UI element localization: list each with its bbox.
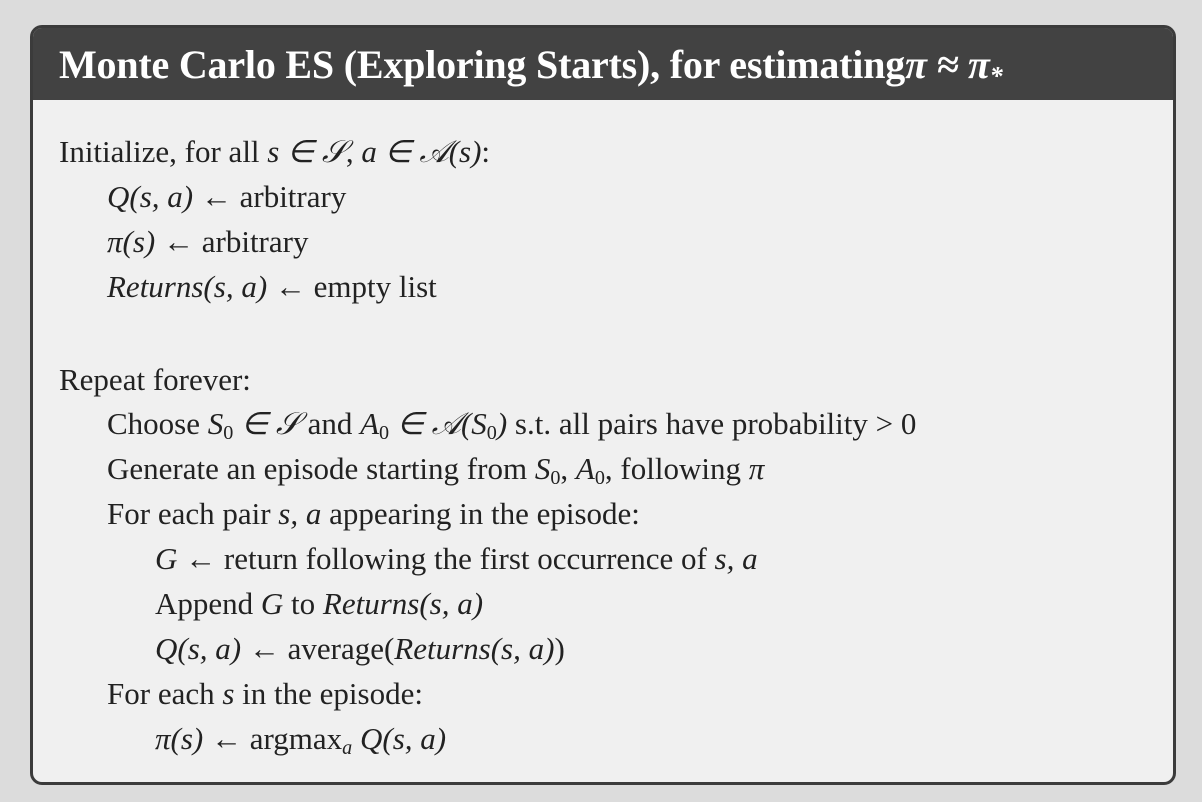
loop-header: Repeat forever: (59, 362, 251, 397)
pi-update-line: π(s) ← argmax$_a$ Q(s, a) (155, 721, 447, 760)
algorithm-box (30, 25, 1176, 785)
for-each-s-line: For each s in the episode: (107, 676, 423, 711)
init-returns-line: Returns(s, a) ← empty list (107, 269, 437, 304)
choose-line: Choose $S_0$ ∈ 𝒮 and $A_0$ ∈ $𝒜(S_0)$ s.t. all pairs have probability > 0 (107, 406, 917, 445)
for-each-pair-line: For each pair s, a appearing in the episode: (107, 496, 640, 531)
algorithm-title (33, 28, 1173, 100)
title-text: Monte Carlo ES (Exploring Starts), for estimating (59, 41, 906, 87)
title-math: $\pi \approx \pi_*$ (905, 41, 1003, 90)
generate-line: Generate an episode starting from $S_0$, $A_0$, following π (107, 451, 765, 490)
g-return-line: G ← return following the first occurrence of s, a (155, 541, 758, 576)
q-average-line: Q(s, a) ← average(Returns(s, a)) (155, 631, 565, 666)
init-pi-line: π(s) ← arbitrary (107, 224, 309, 259)
init-header: Initialize, for all s ∈ 𝒮, a ∈ 𝒜(s): (59, 134, 491, 169)
append-line: Append G to Returns(s, a) (155, 586, 484, 621)
init-q-line: Q(s, a) ← arbitrary (107, 179, 347, 214)
